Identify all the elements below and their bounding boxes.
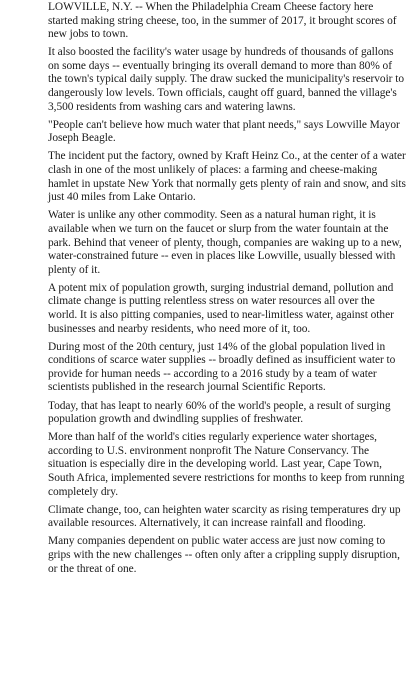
paragraph: LOWVILLE, N.Y. -- When the Philadelphia Cream Cheese factory here started making string cheese, too, in the summer of 2017, it brought scores of new jobs to town. — [48, 1, 397, 41]
paragraph: A potent mix of population growth, surging industrial demand, pollution and climate change is putting relentless stress on water resources all over the world. It is also pitting companies, used to near-limitless water, against other businesses and nearby residents, who need more of it, too. — [48, 281, 394, 335]
paragraph: Climate change, too, can heighten water scarcity as rising temperatures dry up available resources. Alternatively, it can increase rainfall and flooding. — [48, 503, 401, 530]
paragraph: The incident put the factory, owned by Kraft Heinz Co., at the center of a water clash in one of the most unlikely of places: a farming and cheese-making hamlet in upstate New York that normally gets plenty of rain and snow, and sits just 40 miles from Lake Ontario. — [48, 150, 406, 204]
paragraph: During most of the 20th century, just 14% of the global population lived in conditions of scarce water supplies -- broadly defined as insufficient water to provide for human needs -- according to a 2016 study by a team of water scientists published in the research journal Scientific Reports. — [48, 340, 396, 394]
paragraph: More than half of the world's cities regularly experience water shortages, according to U.S. environment nonprofit The Nature Conservancy. The situation is especially dire in the developing world. Last year, Cape Town, South Africa, implemented severe restrictions for months to keep from running completely dry. — [48, 431, 405, 498]
paragraph: It also boosted the facility's water usage by hundreds of thousands of gallons on some days -- eventually bringing its overall demand to more than 80% of the town's typical daily supply. The draw sucked the municipality's reservoir to dangerously low levels. Town officials, caught off guard, banned the village's 3,500 residents from washing cars and watering lawns. — [48, 46, 404, 113]
paragraph: "People can't believe how much water that plant needs," says Lowville Mayor Joseph Beagle. — [48, 118, 400, 145]
paragraph: Today, that has leapt to nearly 60% of the world's people, a result of surging population growth and dwindling supplies of freshwater. — [48, 399, 391, 426]
article-body — [48, 1, 406, 581]
paragraph: Many companies dependent on public water access are just now coming to grips with the new challenges -- often only after a crippling supply disruption, or the threat of one. — [48, 535, 400, 575]
paragraph: Water is unlike any other commodity. Seen as a natural human right, it is available when we turn on the faucet or slurp from the water fountain at the park. Behind that veneer of plenty, though, companies are waking up to a new, water-constrained future -- even in places like Lowville, usually blessed with plenty of it. — [48, 209, 402, 276]
